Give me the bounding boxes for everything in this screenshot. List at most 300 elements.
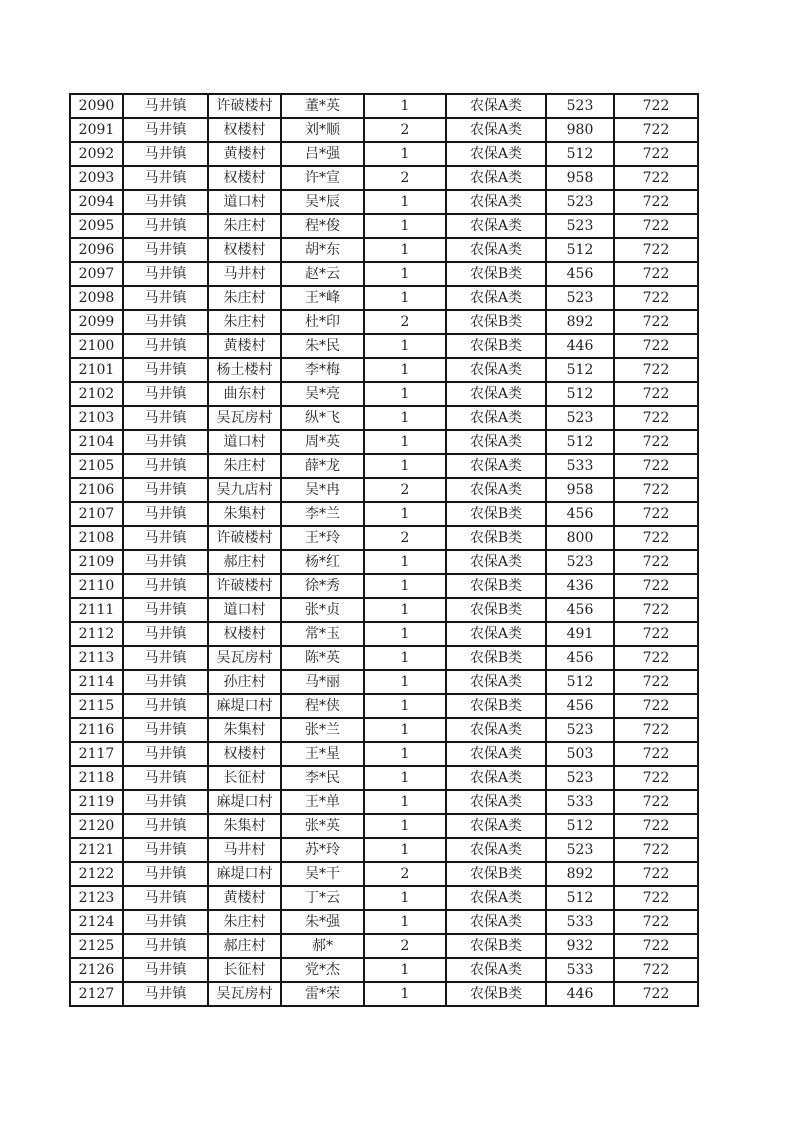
table-row — [70, 238, 698, 262]
table-cell-name: 李*兰 — [281, 502, 364, 526]
table-cell-village: 朱庄村 — [208, 286, 281, 310]
table-cell-category: 农保B类 — [446, 334, 546, 358]
table-cell-code: 722 — [614, 166, 698, 190]
table-cell-serial: 2102 — [70, 382, 123, 406]
table-cell-amount: 523 — [546, 766, 614, 790]
table-cell-count: 1 — [364, 814, 446, 838]
table-cell-village: 权楼村 — [208, 118, 281, 142]
table-cell-count: 1 — [364, 742, 446, 766]
table-cell-name: 李*梅 — [281, 358, 364, 382]
table-cell-count: 2 — [364, 478, 446, 502]
table-cell-code: 722 — [614, 574, 698, 598]
table-cell-village: 朱庄村 — [208, 910, 281, 934]
table-cell-town: 马井镇 — [123, 646, 208, 670]
table-cell-serial: 2092 — [70, 142, 123, 166]
table-cell-name: 程*侠 — [281, 694, 364, 718]
table-cell-name: 张*英 — [281, 814, 364, 838]
table-cell-amount: 800 — [546, 526, 614, 550]
table-cell-code: 722 — [614, 94, 698, 118]
table-cell-name: 纵*飞 — [281, 406, 364, 430]
table-row — [70, 214, 698, 238]
table-cell-village: 黄楼村 — [208, 334, 281, 358]
table-cell-code: 722 — [614, 430, 698, 454]
table-cell-category: 农保B类 — [446, 502, 546, 526]
table-cell-code: 722 — [614, 478, 698, 502]
table-row — [70, 262, 698, 286]
table-cell-name: 王*单 — [281, 790, 364, 814]
table-cell-category: 农保A类 — [446, 358, 546, 382]
table-cell-category: 农保A类 — [446, 742, 546, 766]
table-cell-town: 马井镇 — [123, 310, 208, 334]
table-cell-count: 1 — [364, 766, 446, 790]
table-cell-amount: 456 — [546, 598, 614, 622]
table-cell-town: 马井镇 — [123, 982, 208, 1006]
table-cell-town: 马井镇 — [123, 622, 208, 646]
table-cell-amount: 456 — [546, 646, 614, 670]
table-cell-amount: 512 — [546, 142, 614, 166]
table-cell-serial: 2095 — [70, 214, 123, 238]
table-cell-category: 农保B类 — [446, 862, 546, 886]
table-cell-category: 农保B类 — [446, 646, 546, 670]
table-cell-village: 曲东村 — [208, 382, 281, 406]
table-cell-town: 马井镇 — [123, 166, 208, 190]
table-cell-name: 周*英 — [281, 430, 364, 454]
table-cell-category: 农保A类 — [446, 886, 546, 910]
table-cell-serial: 2120 — [70, 814, 123, 838]
table-cell-serial: 2121 — [70, 838, 123, 862]
table-cell-serial: 2118 — [70, 766, 123, 790]
table-cell-count: 1 — [364, 94, 446, 118]
table-cell-count: 1 — [364, 502, 446, 526]
table-cell-amount: 456 — [546, 502, 614, 526]
table-cell-town: 马井镇 — [123, 238, 208, 262]
table-row — [70, 694, 698, 718]
table-cell-town: 马井镇 — [123, 790, 208, 814]
table-cell-amount: 980 — [546, 118, 614, 142]
table-cell-amount: 523 — [546, 718, 614, 742]
table-cell-count: 1 — [364, 190, 446, 214]
table-cell-town: 马井镇 — [123, 286, 208, 310]
table-cell-serial: 2093 — [70, 166, 123, 190]
table-cell-serial: 2097 — [70, 262, 123, 286]
table-cell-amount: 523 — [546, 190, 614, 214]
table-row — [70, 142, 698, 166]
table-cell-village: 黄楼村 — [208, 142, 281, 166]
table-cell-amount: 533 — [546, 790, 614, 814]
table-cell-amount: 456 — [546, 262, 614, 286]
table-cell-town: 马井镇 — [123, 838, 208, 862]
table-cell-name: 赵*云 — [281, 262, 364, 286]
table-cell-code: 722 — [614, 982, 698, 1006]
table-cell-category: 农保A类 — [446, 238, 546, 262]
table-cell-count: 1 — [364, 670, 446, 694]
table-cell-code: 722 — [614, 886, 698, 910]
table-row — [70, 118, 698, 142]
table-cell-code: 722 — [614, 718, 698, 742]
table-cell-town: 马井镇 — [123, 670, 208, 694]
table-cell-town: 马井镇 — [123, 598, 208, 622]
table-row — [70, 334, 698, 358]
table-cell-town: 马井镇 — [123, 526, 208, 550]
table-cell-category: 农保B类 — [446, 982, 546, 1006]
table-cell-town: 马井镇 — [123, 910, 208, 934]
table-cell-count: 1 — [364, 214, 446, 238]
table-cell-category: 农保A类 — [446, 622, 546, 646]
table-cell-count: 1 — [364, 454, 446, 478]
table-cell-category: 农保A类 — [446, 454, 546, 478]
table-cell-village: 朱庄村 — [208, 454, 281, 478]
table-cell-village: 吴瓦房村 — [208, 406, 281, 430]
table-cell-amount: 512 — [546, 238, 614, 262]
table-cell-amount: 892 — [546, 310, 614, 334]
table-cell-category: 农保A类 — [446, 214, 546, 238]
table-row — [70, 382, 698, 406]
table-cell-town: 马井镇 — [123, 958, 208, 982]
table-cell-name: 朱*强 — [281, 910, 364, 934]
table-cell-village: 朱集村 — [208, 718, 281, 742]
table-cell-town: 马井镇 — [123, 550, 208, 574]
table-cell-category: 农保B类 — [446, 598, 546, 622]
table-row — [70, 550, 698, 574]
table-cell-serial: 2103 — [70, 406, 123, 430]
table-cell-amount: 523 — [546, 214, 614, 238]
table-cell-code: 722 — [614, 934, 698, 958]
table-cell-category: 农保B类 — [446, 694, 546, 718]
table-cell-amount: 892 — [546, 862, 614, 886]
table-cell-code: 722 — [614, 190, 698, 214]
table-cell-village: 权楼村 — [208, 238, 281, 262]
table-cell-amount: 523 — [546, 406, 614, 430]
table-cell-name: 王*星 — [281, 742, 364, 766]
table-cell-count: 1 — [364, 958, 446, 982]
table-cell-village: 道口村 — [208, 598, 281, 622]
table-cell-serial: 2115 — [70, 694, 123, 718]
table-cell-name: 薛*龙 — [281, 454, 364, 478]
table-cell-code: 722 — [614, 310, 698, 334]
table-cell-code: 722 — [614, 118, 698, 142]
table-cell-amount: 446 — [546, 334, 614, 358]
table-cell-category: 农保A类 — [446, 118, 546, 142]
table-cell-name: 许*宣 — [281, 166, 364, 190]
table-cell-town: 马井镇 — [123, 502, 208, 526]
table-row — [70, 670, 698, 694]
table-cell-name: 吴*干 — [281, 862, 364, 886]
table-cell-amount: 503 — [546, 742, 614, 766]
table-cell-name: 胡*东 — [281, 238, 364, 262]
table-cell-serial: 2094 — [70, 190, 123, 214]
table-cell-village: 朱集村 — [208, 502, 281, 526]
table-cell-name: 徐*秀 — [281, 574, 364, 598]
table-cell-count: 1 — [364, 574, 446, 598]
table-cell-count: 1 — [364, 262, 446, 286]
table-cell-town: 马井镇 — [123, 766, 208, 790]
roster-table — [69, 93, 699, 1007]
table-cell-village: 郝庄村 — [208, 934, 281, 958]
table-cell-category: 农保A类 — [446, 142, 546, 166]
table-cell-count: 1 — [364, 550, 446, 574]
table-cell-serial: 2110 — [70, 574, 123, 598]
table-cell-village: 郝庄村 — [208, 550, 281, 574]
table-cell-village: 孙庄村 — [208, 670, 281, 694]
table-cell-name: 丁*云 — [281, 886, 364, 910]
table-cell-serial: 2105 — [70, 454, 123, 478]
table-cell-town: 马井镇 — [123, 190, 208, 214]
table-cell-count: 2 — [364, 166, 446, 190]
table-cell-category: 农保A类 — [446, 190, 546, 214]
table-cell-town: 马井镇 — [123, 862, 208, 886]
table-cell-count: 1 — [364, 694, 446, 718]
table-cell-name: 马*丽 — [281, 670, 364, 694]
table-row — [70, 406, 698, 430]
table-cell-town: 马井镇 — [123, 454, 208, 478]
table-cell-count: 1 — [364, 622, 446, 646]
table-row — [70, 598, 698, 622]
table-cell-town: 马井镇 — [123, 382, 208, 406]
table-cell-count: 1 — [364, 406, 446, 430]
table-cell-town: 马井镇 — [123, 694, 208, 718]
table-cell-count: 1 — [364, 790, 446, 814]
table-cell-town: 马井镇 — [123, 742, 208, 766]
table-cell-village: 吴九店村 — [208, 478, 281, 502]
table-cell-village: 朱庄村 — [208, 214, 281, 238]
table-cell-serial: 2114 — [70, 670, 123, 694]
table-cell-category: 农保A类 — [446, 286, 546, 310]
table-cell-category: 农保A类 — [446, 790, 546, 814]
table-cell-code: 722 — [614, 814, 698, 838]
table-cell-code: 722 — [614, 214, 698, 238]
table-cell-count: 1 — [364, 286, 446, 310]
table-cell-category: 农保A类 — [446, 406, 546, 430]
table-row — [70, 742, 698, 766]
table-row — [70, 310, 698, 334]
table-row — [70, 478, 698, 502]
table-cell-name: 张*兰 — [281, 718, 364, 742]
table-cell-code: 722 — [614, 598, 698, 622]
table-cell-name: 张*贞 — [281, 598, 364, 622]
table-row — [70, 430, 698, 454]
table-cell-name: 朱*民 — [281, 334, 364, 358]
table-cell-name: 雷*荣 — [281, 982, 364, 1006]
table-cell-serial: 2125 — [70, 934, 123, 958]
table-cell-category: 农保A类 — [446, 958, 546, 982]
table-cell-code: 722 — [614, 838, 698, 862]
table-row — [70, 190, 698, 214]
table-cell-name: 吕*强 — [281, 142, 364, 166]
table-row — [70, 286, 698, 310]
table-cell-serial: 2117 — [70, 742, 123, 766]
table-cell-serial: 2104 — [70, 430, 123, 454]
table-cell-serial: 2091 — [70, 118, 123, 142]
table-cell-amount: 932 — [546, 934, 614, 958]
table-cell-amount: 533 — [546, 454, 614, 478]
table-cell-serial: 2099 — [70, 310, 123, 334]
table-cell-name: 吴*辰 — [281, 190, 364, 214]
table-cell-town: 马井镇 — [123, 94, 208, 118]
table-row — [70, 454, 698, 478]
table-cell-amount: 512 — [546, 886, 614, 910]
table-cell-town: 马井镇 — [123, 430, 208, 454]
table-cell-category: 农保A类 — [446, 718, 546, 742]
table-cell-amount: 512 — [546, 670, 614, 694]
table-cell-town: 马井镇 — [123, 934, 208, 958]
table-cell-village: 朱集村 — [208, 814, 281, 838]
table-cell-count: 1 — [364, 982, 446, 1006]
table-cell-category: 农保A类 — [446, 670, 546, 694]
table-cell-category: 农保A类 — [446, 166, 546, 190]
table-cell-town: 马井镇 — [123, 814, 208, 838]
table-cell-name: 吴*亮 — [281, 382, 364, 406]
table-cell-name: 党*杰 — [281, 958, 364, 982]
table-cell-code: 722 — [614, 502, 698, 526]
table-cell-code: 722 — [614, 406, 698, 430]
table-cell-count: 2 — [364, 862, 446, 886]
table-cell-serial: 2109 — [70, 550, 123, 574]
table-cell-serial: 2116 — [70, 718, 123, 742]
table-cell-town: 马井镇 — [123, 334, 208, 358]
table-cell-name: 常*玉 — [281, 622, 364, 646]
table-cell-count: 2 — [364, 934, 446, 958]
table-cell-count: 1 — [364, 430, 446, 454]
table-cell-code: 722 — [614, 382, 698, 406]
table-cell-amount: 436 — [546, 574, 614, 598]
table-cell-name: 郝* — [281, 934, 364, 958]
table-cell-amount: 523 — [546, 550, 614, 574]
table-cell-amount: 533 — [546, 958, 614, 982]
table-cell-village: 道口村 — [208, 430, 281, 454]
table-cell-category: 农保A类 — [446, 430, 546, 454]
table-cell-serial: 2106 — [70, 478, 123, 502]
table-cell-category: 农保A类 — [446, 766, 546, 790]
table-cell-count: 1 — [364, 382, 446, 406]
table-cell-amount: 456 — [546, 694, 614, 718]
table-cell-village: 黄楼村 — [208, 886, 281, 910]
table-cell-serial: 2119 — [70, 790, 123, 814]
table-cell-code: 722 — [614, 670, 698, 694]
table-cell-amount: 523 — [546, 286, 614, 310]
table-cell-category: 农保A类 — [446, 814, 546, 838]
table-cell-code: 722 — [614, 550, 698, 574]
table-cell-amount: 512 — [546, 430, 614, 454]
table-cell-amount: 523 — [546, 838, 614, 862]
table-row — [70, 94, 698, 118]
table-cell-town: 马井镇 — [123, 214, 208, 238]
table-cell-category: 农保A类 — [446, 382, 546, 406]
table-cell-village: 许破楼村 — [208, 526, 281, 550]
table-cell-village: 麻堤口村 — [208, 790, 281, 814]
table-cell-code: 722 — [614, 958, 698, 982]
table-cell-code: 722 — [614, 646, 698, 670]
table-cell-village: 长征村 — [208, 958, 281, 982]
table-cell-category: 农保B类 — [446, 310, 546, 334]
table-cell-code: 722 — [614, 358, 698, 382]
table-cell-category: 农保A类 — [446, 838, 546, 862]
table-cell-serial: 2100 — [70, 334, 123, 358]
table-cell-village: 权楼村 — [208, 742, 281, 766]
table-cell-code: 722 — [614, 766, 698, 790]
table-cell-name: 程*俊 — [281, 214, 364, 238]
table-row — [70, 358, 698, 382]
table-cell-count: 1 — [364, 142, 446, 166]
table-cell-amount: 491 — [546, 622, 614, 646]
table-cell-count: 1 — [364, 886, 446, 910]
table-cell-serial: 2127 — [70, 982, 123, 1006]
table-cell-count: 1 — [364, 838, 446, 862]
table-cell-name: 王*峰 — [281, 286, 364, 310]
table-cell-serial: 2123 — [70, 886, 123, 910]
table-cell-town: 马井镇 — [123, 406, 208, 430]
table-cell-village: 杨土楼村 — [208, 358, 281, 382]
table-cell-serial: 2107 — [70, 502, 123, 526]
table-row — [70, 934, 698, 958]
table-row — [70, 886, 698, 910]
table-cell-town: 马井镇 — [123, 118, 208, 142]
table-cell-code: 722 — [614, 262, 698, 286]
table-cell-village: 朱庄村 — [208, 310, 281, 334]
table-cell-town: 马井镇 — [123, 142, 208, 166]
table-cell-village: 马井村 — [208, 838, 281, 862]
table-cell-count: 1 — [364, 334, 446, 358]
table-cell-category: 农保A类 — [446, 478, 546, 502]
table-cell-village: 权楼村 — [208, 622, 281, 646]
table-cell-code: 722 — [614, 742, 698, 766]
table-cell-village: 长征村 — [208, 766, 281, 790]
table-row — [70, 838, 698, 862]
table-cell-code: 722 — [614, 526, 698, 550]
table-cell-amount: 523 — [546, 94, 614, 118]
table-cell-count: 1 — [364, 718, 446, 742]
table-cell-category: 农保B类 — [446, 934, 546, 958]
table-cell-code: 722 — [614, 694, 698, 718]
table-cell-code: 722 — [614, 454, 698, 478]
table-cell-name: 陈*英 — [281, 646, 364, 670]
table-cell-serial: 2090 — [70, 94, 123, 118]
table-cell-count: 1 — [364, 358, 446, 382]
table-cell-category: 农保A类 — [446, 550, 546, 574]
table-cell-town: 马井镇 — [123, 718, 208, 742]
table-row — [70, 502, 698, 526]
table-cell-name: 杨*红 — [281, 550, 364, 574]
table-cell-amount: 512 — [546, 358, 614, 382]
table-row — [70, 958, 698, 982]
table-cell-code: 722 — [614, 862, 698, 886]
table-cell-serial: 2096 — [70, 238, 123, 262]
table-cell-code: 722 — [614, 286, 698, 310]
table-cell-village: 马井村 — [208, 262, 281, 286]
table-row — [70, 982, 698, 1006]
table-cell-serial: 2101 — [70, 358, 123, 382]
table-cell-code: 722 — [614, 142, 698, 166]
table-cell-code: 722 — [614, 622, 698, 646]
table-row — [70, 790, 698, 814]
table-body — [70, 94, 698, 1006]
table-cell-code: 722 — [614, 238, 698, 262]
table-cell-count: 1 — [364, 598, 446, 622]
table-cell-name: 吴*冉 — [281, 478, 364, 502]
table-cell-town: 马井镇 — [123, 574, 208, 598]
table-cell-amount: 446 — [546, 982, 614, 1006]
table-cell-village: 麻堤口村 — [208, 862, 281, 886]
table-cell-name: 董*英 — [281, 94, 364, 118]
table-cell-category: 农保B类 — [446, 574, 546, 598]
table-cell-serial: 2111 — [70, 598, 123, 622]
table-cell-village: 权楼村 — [208, 166, 281, 190]
table-cell-village: 吴瓦房村 — [208, 646, 281, 670]
table-cell-amount: 958 — [546, 166, 614, 190]
table-cell-serial: 2126 — [70, 958, 123, 982]
table-row — [70, 526, 698, 550]
table-cell-count: 1 — [364, 646, 446, 670]
table-cell-serial: 2122 — [70, 862, 123, 886]
